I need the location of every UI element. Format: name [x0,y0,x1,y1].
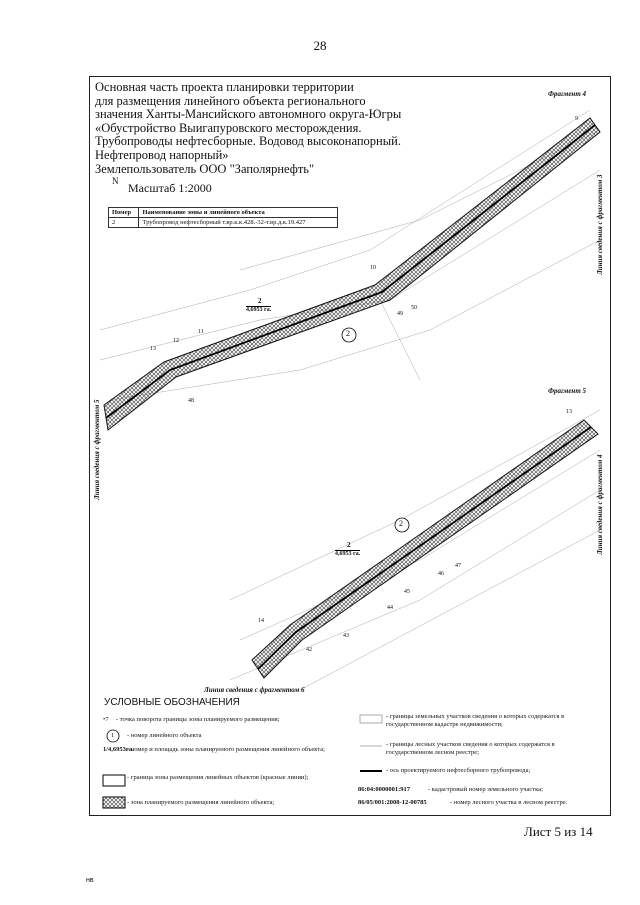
legend-symbol-area: 1/4,6953га. [103,746,134,753]
legend-text: - точка поворота границы зоны планируемого размещения; [116,716,280,723]
legend-symbol-point: •7 [103,716,109,723]
page-number: 28 [313,38,327,53]
sheet-number: Лист 5 из 14 [524,824,593,839]
legend-text: - кадастровый номер земельного участка; [428,786,543,793]
title-line: значения Ханты-Мансийского автономного округа-Югры [95,107,402,122]
zone-number-circle-label: 2 [346,329,350,338]
terrain-lines-upper [100,110,600,400]
point-label: 47 [455,563,461,569]
legend-text: - ось проектируемого нефтесборного трубопровода; [386,767,531,774]
zone-number: 2 [347,541,351,549]
edge-label-right-upper: Линия сведения с фрагментом 3 [596,174,604,275]
point-label: 42 [306,647,312,653]
table-cell: Трубопровод нефтесборный т.вр.к.к.428.-32-т.вр.д.к.19.427 [139,218,338,228]
legend-parcel-symbol [360,715,382,723]
zone-number: 2 [258,297,262,305]
zone-area: 4,6953 га. [246,307,272,313]
title-line: Нефтепровод напорный» [95,147,229,162]
zone-area: 4,6953 га. [335,551,361,557]
zone-number-circle-label: 2 [399,519,403,528]
point-label: 43 [343,633,349,639]
point-label: 10 [370,265,376,271]
point-label: 11 [198,329,204,335]
legend-symbol-cadastral: 86:04:0000001:917 [358,786,410,793]
title-line: «Обустройство Выигапуровского месторождения. [95,120,362,135]
table-header: Номер [109,208,139,218]
title-line: Землепользователь ООО "Заполярнефть" [95,161,315,176]
edge-label-right-lower: Линия сведения с фрагментом 4 [596,454,604,555]
fragment-label-upper: Фрагмент 4 [548,90,587,98]
table-cell: 2 [109,218,139,228]
table-header: Наименование зоны и линейного объекта [139,208,338,218]
legend-title: УСЛОВНЫЕ ОБОЗНАЧЕНИЯ [104,697,240,708]
fragment-label-lower: Фрагмент 5 [548,387,587,395]
legend-symbol-number: 1 [111,732,115,739]
point-label: 9 [575,116,578,122]
point-label: 44 [387,605,393,611]
legend-text: - границы земельных участков сведения о которых содержатся в государственном кадастре недвижимости; [386,713,565,728]
point-label: 45 [404,589,410,595]
legend-text: - границы лесных участков сведения о которых содержатся в государственном лесном реестре; [386,741,555,756]
edge-label-left-upper: Линия сведения с фрагментом 5 [93,399,101,500]
north-label: N [112,176,119,186]
point-label: 50 [411,305,417,311]
title-line: для размещения линейного объекта регионального [95,93,366,108]
footer-mark: нв [86,877,94,884]
legend-text: - номер линейного объекта [127,732,202,739]
legend-text: - номер лесного участка в лесном реестре. [450,799,568,806]
point-label: 48 [188,398,194,404]
legend-text: - зона планируемого размещения линейного объекта; [127,799,275,806]
point-label: 14 [258,618,264,624]
corridor-zone-upper [104,118,600,430]
scale-label: Масштаб 1:2000 [128,181,212,195]
point-label: 49 [397,311,403,317]
edge-label-bottom-lower: Линия сведения с фрагментом 6 [204,686,305,694]
legend-text: - граница зоны размещения линейных объектов (красные линии); [127,774,309,781]
legend-symbol-forest: 86/05/001:2008-12-00785 [358,799,427,806]
point-label: 13 [150,346,156,352]
legend-text: - номер и площадь зоны планируемого размещения линейного объекта; [127,746,325,753]
title-line: Трубопроводы нефтесборные. Водовод высоконапорный. [95,134,401,149]
legend-zone-symbol [103,797,125,808]
title-line: Основная часть проекта планировки территории [95,80,354,94]
point-label: 12 [173,338,179,344]
legend-boundary-symbol [103,775,125,786]
point-label: 46 [438,571,444,577]
point-label: 13 [566,409,572,415]
